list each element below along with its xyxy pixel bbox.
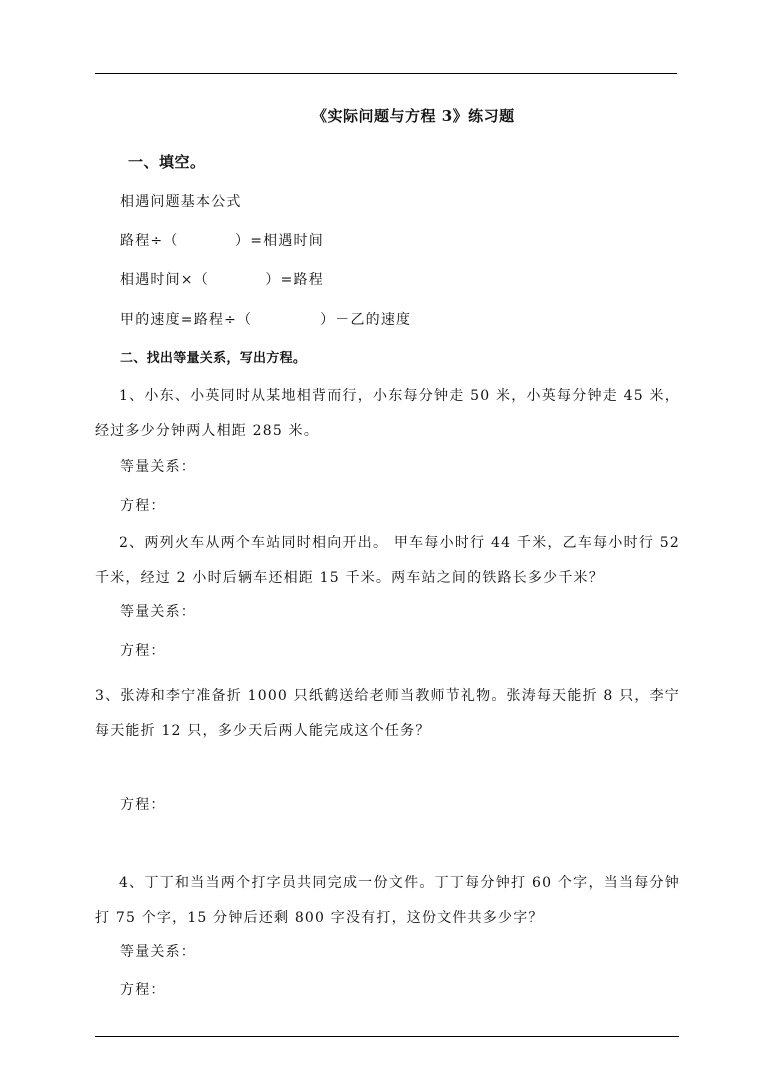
footer-rule xyxy=(95,1036,679,1037)
problem-4-relation-label: 等量关系： xyxy=(120,944,196,960)
problem-1-text: 1、小东、小英同时从某地相背而行，小东每分钟走 50 米，小英每分钟走 45 米，经过多少分钟两人相距 285 米。 xyxy=(95,388,680,439)
problem-2-text: 2、两列火车从两个车站同时相向开出。 甲车每小时行 44 千米，乙车每小时行 52 千米，经过 2 小时后辆车还相距 15 千米。两车站之间的铁路长多少千米？ xyxy=(95,535,680,586)
section-1-heading: 一、填空。 xyxy=(128,153,206,171)
formula-line-1: 路程÷（ ）=相遇时间 xyxy=(120,233,324,249)
problem-4-equation-label: 方程： xyxy=(120,982,166,998)
problem-3-equation-label: 方程： xyxy=(120,797,166,813)
formula-line-3: 甲的速度=路程÷（ ）－乙的速度 xyxy=(120,312,412,328)
problem-2-relation-label: 等量关系： xyxy=(120,604,196,620)
problem-4-text: 4、丁丁和当当两个打字员共同完成一份文件。丁丁每分钟打 60 个字，当当每分钟打 75 个字，15 分钟后还剩 800 字没有打，这份文件共多少字？ xyxy=(95,875,680,926)
header-rule xyxy=(95,73,677,74)
formula-heading: 相遇问题基本公式 xyxy=(120,194,242,210)
problem-2-equation-label: 方程： xyxy=(120,643,166,659)
problem-1-equation-label: 方程： xyxy=(120,498,166,514)
formula-line-2: 相遇时间×（ ）=路程 xyxy=(120,272,324,288)
problem-3-text: 3、张涛和李宁准备折 1000 只纸鹤送给老师当教师节礼物。张涛每天能折 8 只，李宁每天能折 12 只，多少天后两人能完成这个任务？ xyxy=(95,688,680,739)
section-2-heading: 二、找出等量关系，写出方程。 xyxy=(120,351,307,366)
problem-1-relation-label: 等量关系： xyxy=(120,459,196,475)
page-title: 《实际问题与方程 3》练习题 xyxy=(312,107,515,125)
